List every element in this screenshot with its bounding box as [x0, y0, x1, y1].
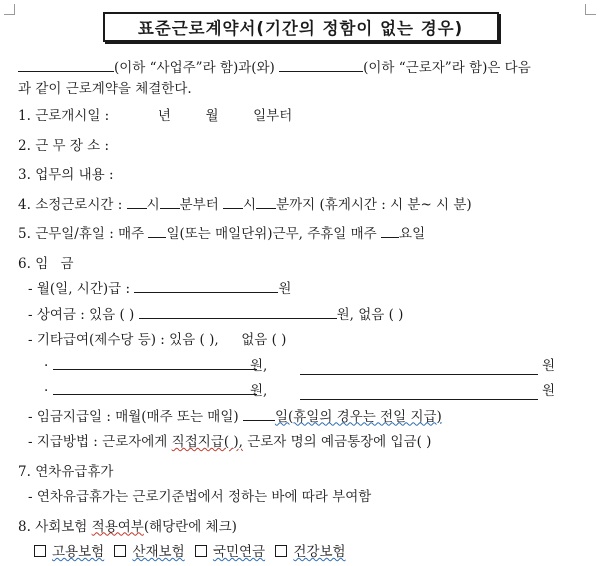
- section-workdays: [18, 222, 583, 248]
- other-pay-item-3-won: 원,: [250, 383, 268, 399]
- other-pay-row: [18, 328, 583, 354]
- employment-insurance-label: 고용보험: [52, 544, 105, 560]
- start-month-label[interactable]: 월: [205, 108, 219, 124]
- section-social-insurance: [18, 515, 583, 541]
- minute-from-label: 분부터: [179, 196, 219, 213]
- direct-payment-option[interactable]: 직접지급( ),: [171, 434, 243, 450]
- hour-label-2: 시: [243, 196, 257, 213]
- page-corner-mark-right: [585, 4, 596, 15]
- bonus-amount-field[interactable]: [139, 304, 337, 319]
- start-minute-field[interactable]: [160, 194, 180, 209]
- section-2-number: 2.: [18, 137, 31, 154]
- end-hour-field[interactable]: [223, 194, 243, 209]
- section-1-label: 근로개시일 :: [35, 108, 110, 124]
- section-wage: [18, 252, 583, 278]
- payday-field[interactable]: [243, 406, 275, 421]
- intro-part1: (이하 “사업주”라 함)과(와): [114, 60, 275, 76]
- insurance-options-row: [18, 540, 583, 566]
- hour-label: 시: [146, 196, 160, 213]
- workdays-field[interactable]: [148, 223, 166, 238]
- other-pay-item-1-field[interactable]: [53, 355, 257, 370]
- section-8-label-check: (해당란에 체크): [143, 518, 237, 535]
- other-pay-item-row-2: [18, 379, 583, 405]
- other-pay-item-2-won: 원: [542, 357, 556, 374]
- section-3-number: 3.: [18, 167, 31, 183]
- intro-paragraph: [18, 57, 583, 100]
- annual-leave-text: - 연차유급휴가는 근로기준법에서 정하는 바에 따라 부여함: [28, 489, 372, 505]
- won-label: 원: [278, 281, 292, 297]
- start-year-label[interactable]: 년: [157, 108, 171, 124]
- national-pension-checkbox[interactable]: [195, 545, 207, 557]
- section-8-label-applicability: 적용여부: [91, 518, 144, 535]
- intro-part2: (이하 “근로자”라 함)은 다음: [363, 60, 531, 76]
- section-4-number: 4.: [18, 196, 31, 213]
- industrial-accident-label: 산재보험: [132, 544, 185, 560]
- payment-method-label: - 지급방법 : 근로자에게: [28, 434, 172, 450]
- start-hour-field[interactable]: [127, 194, 147, 209]
- employee-name-field[interactable]: [279, 57, 363, 72]
- bullet-dot-2: ·: [44, 383, 49, 399]
- document-title: 표준근로계약서(기간의 정함이 없는 경우): [103, 12, 499, 42]
- section-7-label: 연차유급휴가: [35, 463, 114, 480]
- weekly-holiday-field[interactable]: [381, 223, 399, 238]
- minute-until-label: 분까지: [276, 196, 316, 213]
- section-7-number: 7.: [18, 463, 31, 480]
- workdays-text: 일(또는 매일단위)근무, 주휴일 매주: [166, 226, 382, 242]
- section-5-label: 근무일/휴일 : 매주: [35, 226, 149, 242]
- other-pay-item-row-1: [18, 354, 583, 380]
- annual-leave-text-row: [18, 485, 583, 511]
- section-6-label: 임 금: [35, 255, 78, 272]
- bank-deposit-option[interactable]: 근로자 명의 예금통장에 입금( ): [242, 434, 432, 450]
- other-pay-item-1-won: 원,: [250, 357, 268, 374]
- bonus-no-label[interactable]: 없음 ( ): [358, 306, 404, 323]
- end-minute-field[interactable]: [256, 194, 276, 209]
- bonus-row: [18, 303, 583, 329]
- break-time-text: (휴게시간 : 시 분~ 시 분): [319, 196, 472, 213]
- start-day-label[interactable]: 일부터: [253, 108, 293, 124]
- section-workplace: [18, 134, 583, 160]
- national-pension-label: 국민연금: [212, 544, 266, 560]
- monthly-wage-field[interactable]: [134, 278, 278, 293]
- section-6-number: 6.: [18, 255, 31, 272]
- bonus-won-label: 원,: [336, 306, 354, 323]
- weekly-holiday-suffix: 요일: [399, 226, 426, 242]
- page-corner-mark-left: [4, 4, 15, 15]
- contract-document: [18, 10, 583, 566]
- other-pay-item-3-field[interactable]: [53, 380, 257, 395]
- employment-insurance-checkbox[interactable]: [34, 545, 46, 557]
- payment-method-row: [18, 430, 583, 456]
- health-insurance-checkbox[interactable]: [275, 545, 287, 557]
- bullet-dot: ·: [44, 357, 49, 374]
- monthly-wage-row: [18, 277, 583, 303]
- health-insurance-label: 건강보험: [293, 544, 346, 560]
- other-pay-item-4-won: 원: [542, 383, 556, 399]
- section-job-description: [18, 163, 583, 189]
- payday-label: - 임금지급일 : 매월(매주 또는 매일): [28, 408, 239, 425]
- intro-part3: 과 같이 근로계약을 체결한다.: [18, 81, 192, 97]
- section-3-label: 업무의 내용 :: [35, 167, 114, 183]
- section-5-number: 5.: [18, 226, 31, 242]
- other-pay-item-2-field[interactable]: [300, 360, 538, 375]
- section-2-label: 근 무 장 소 :: [35, 137, 110, 154]
- section-8-number: 8.: [18, 518, 31, 535]
- monthly-wage-label: - 월(일, 시간)급 :: [28, 281, 131, 297]
- section-working-hours: [18, 193, 583, 219]
- section-start-date: [18, 104, 583, 130]
- other-pay-no-label[interactable]: 없음 ( ): [241, 332, 287, 348]
- section-8-label: 사회보험: [35, 518, 92, 535]
- bonus-yes-label[interactable]: - 상여금 : 있음 ( ): [28, 306, 135, 323]
- employer-name-field[interactable]: [18, 57, 114, 72]
- other-pay-yes-label[interactable]: - 기타급여(제수당 등) : 있음 ( ),: [28, 332, 219, 348]
- section-annual-leave: [18, 460, 583, 486]
- industrial-accident-checkbox[interactable]: [114, 545, 126, 557]
- payday-suffix: 일(휴일의 경우는 전일 지급): [274, 408, 442, 425]
- other-pay-item-4-field[interactable]: [300, 385, 538, 400]
- section-4-label: 소정근로시간 :: [35, 196, 127, 213]
- payday-row: [18, 405, 583, 431]
- section-1-number: 1.: [18, 108, 31, 124]
